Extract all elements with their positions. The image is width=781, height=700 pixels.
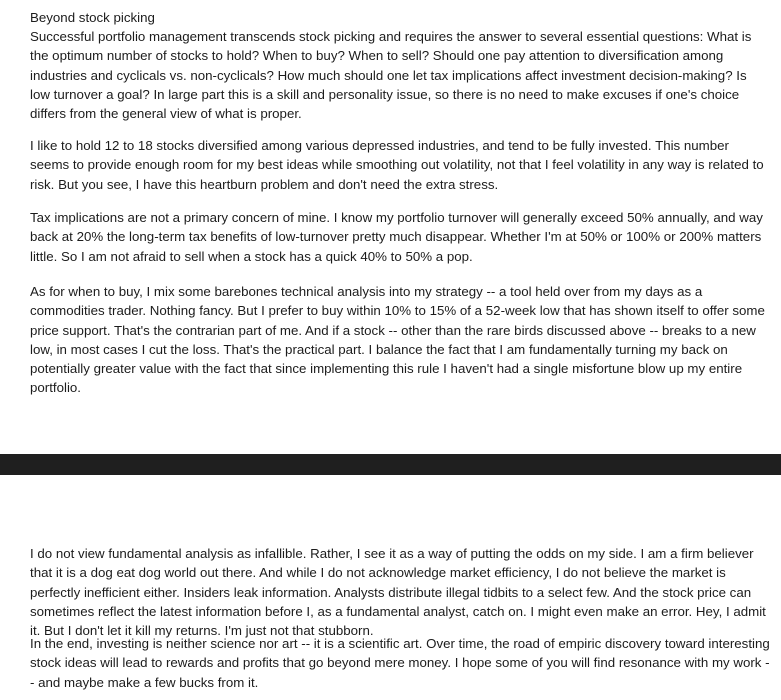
paragraph-conclusion: In the end, investing is neither science nor art -- it is a scientific art. Over time, the road of empiric discovery toward interesting stock ideas will lead to rewards and profits that go beyond mere money. I hope some of you will find resonance with my work -- and maybe make a few bucks from it. — [30, 636, 770, 690]
paragraph-holdings: I like to hold 12 to 18 stocks diversified among various depressed industries, and tend to be fully invested. This number seems to provide enough room for my best ideas while smoothing out volatility, not that I feel volatility in any way is related to risk. But you see, I have this heartburn problem and don't need the extra stress. — [30, 138, 764, 192]
paragraph-tax: Tax implications are not a primary concern of mine. I know my portfolio turnover will generally exceed 50% annually, and way back at 20% the long-term tax benefits of low-turnover pretty much disappear. Whether I'm at 50% or 100% or 200% matters little. So I am not afraid to sell when a stock has a quick 40% to 50% a pop. — [30, 210, 763, 264]
section-heading: Beyond stock picking — [30, 10, 155, 25]
paragraph-portfolio-questions: Successful portfolio management transcends stock picking and requires the answer to several essential questions: What is the optimum number of stocks to hold? When to buy? When to sell? Should one pay attention to diversification among industries and cyclicals vs. non-cyclicals? How much should one let tax implications affect investment decision-making? Is low turnover a goal? In large part this is a skill and personality issue, so there is no need to make excuses if one's choice differs from the general view of what is proper. — [30, 29, 752, 122]
page-divider — [0, 454, 781, 475]
paragraph-when-to-buy: As for when to buy, I mix some barebones technical analysis into my strategy -- a tool held over from my days as a commodities trader. Nothing fancy. But I prefer to buy within 10% to 15% of a 52-week low that has shown itself to offer some price support. That's the contrarian part of me. And if a stock -- other than the rare birds discussed above -- breaks to a new low, in most cases I cut the loss. That's the practical part. I balance the fact that I am fundamentally turning my back on potentially greater value with the fact that since implementing this rule I haven't had a single misfortune blow up my entire portfolio. — [30, 284, 765, 396]
paragraph-fundamental-analysis: I do not view fundamental analysis as infallible. Rather, I see it as a way of putting the odds on my side. I am a firm believer that it is a dog eat dog world out there. And while I do not acknowledge market efficiency, I do not believe the market is perfectly inefficient either. Insiders leak information. Analysts distribute illegal tidbits to a select few. And the stock price can sometimes reflect the latest information before I, as a fundamental analyst, catch on. I might even make an error. Hey, I admit it. But I don't let it kill my returns. I'm just not that stubborn. — [30, 546, 766, 639]
